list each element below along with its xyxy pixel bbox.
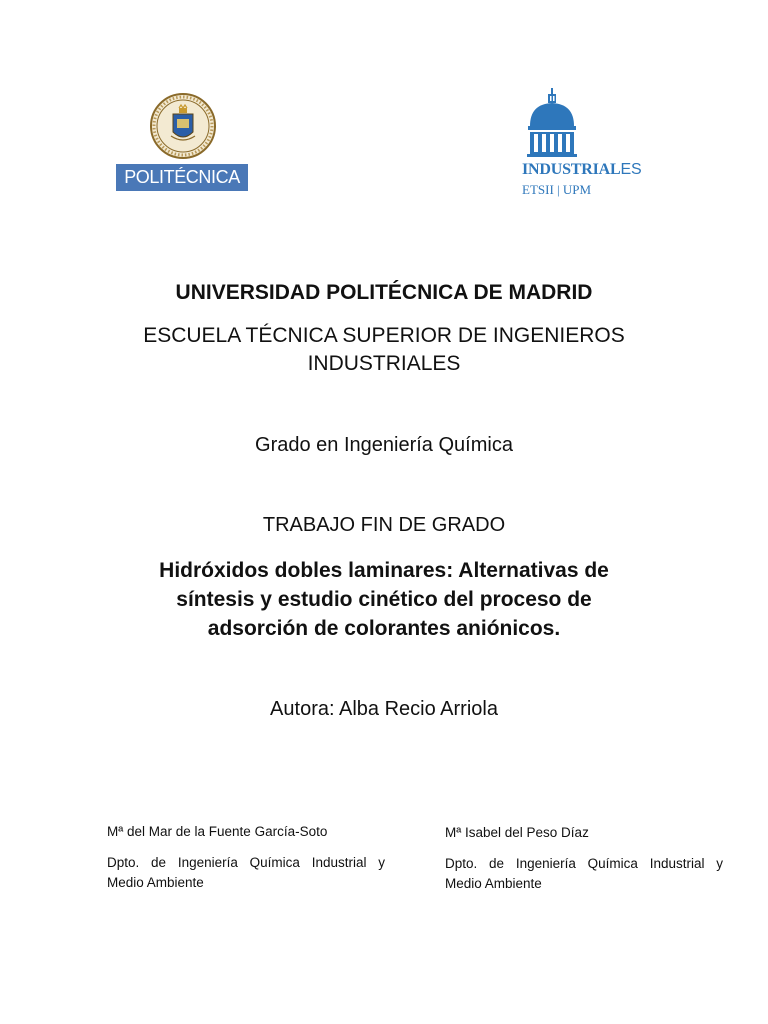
upm-logo	[116, 92, 250, 192]
author-line: Autora: Alba Recio Arriola	[270, 698, 498, 720]
industriales-subtitle: ETSII | UPM	[522, 182, 592, 197]
industriales-wordmark-bold: INDUSTRIAL	[522, 161, 621, 178]
document-type: TRABAJO FIN DE GRADO	[262, 514, 506, 536]
upm-banner: POLITÉCNICA	[116, 164, 248, 191]
school-name	[0, 322, 768, 378]
dome-icon	[524, 88, 580, 158]
school-name-text: ESCUELA TÉCNICA SUPERIOR DE INGENIEROS INDUSTRIALES	[143, 324, 625, 375]
tutor-2-department: Dpto. de Ingeniería Química Industrial y Medio Ambiente	[445, 856, 723, 891]
tutor-1	[107, 822, 385, 893]
tutor-2	[445, 823, 723, 894]
industriales-logo	[520, 88, 670, 200]
tutor-1-department: Dpto. de Ingeniería Química Industrial y Medio Ambiente	[107, 855, 385, 890]
industriales-wordmark-es: ES	[620, 161, 642, 178]
upm-seal-icon	[149, 92, 217, 160]
degree-name: Grado en Ingeniería Química	[255, 434, 513, 456]
tutor-2-name: Mª Isabel del Peso Díaz	[445, 825, 589, 840]
thesis-title	[0, 556, 768, 643]
thesis-title-text: Hidróxidos dobles laminares: Alternativas de síntesis y estudio cinético del proceso de adsorción de colorantes aniónicos.	[159, 559, 609, 640]
university-name: UNIVERSIDAD POLITÉCNICA DE MADRID	[175, 281, 593, 304]
tutor-1-name: Mª del Mar de la Fuente García-Soto	[107, 824, 328, 839]
industriales-wordmark	[522, 161, 641, 179]
